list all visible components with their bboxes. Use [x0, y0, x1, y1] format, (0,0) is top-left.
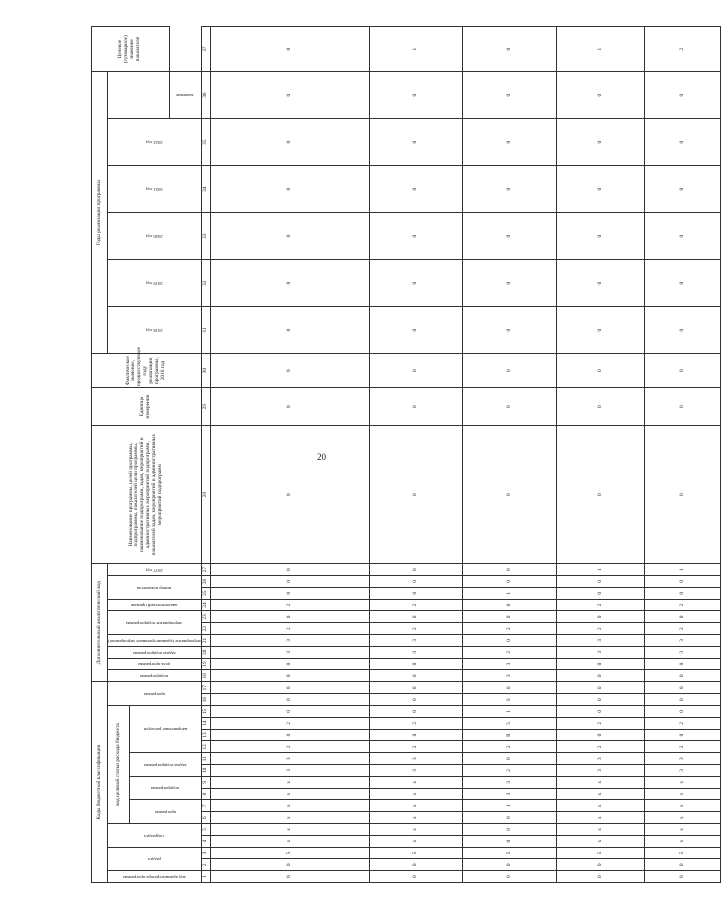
code-cell: 0 [210, 658, 369, 670]
code-cell: 0 [557, 670, 645, 682]
code-cell: 0 [557, 388, 645, 426]
year-header-2017-text: 2017 год [145, 567, 163, 573]
code-cell: 0 [557, 859, 645, 871]
code-cell: 0 [210, 388, 369, 426]
year-header-2022 [108, 119, 202, 166]
column-number: 18 [201, 670, 210, 682]
code-cell: 0 [369, 354, 463, 388]
document-sheet [91, 35, 685, 883]
column-number: 10 [201, 765, 210, 777]
code-cell: 2 [645, 599, 721, 611]
code-cell: 0 [463, 213, 557, 260]
code-cell: 0 [463, 27, 557, 72]
code-cell: 0 [557, 658, 645, 670]
task-subprogram-header-text: задача подпрограммы [143, 762, 187, 768]
code-cell: 2 [463, 623, 557, 635]
column-number: 19 [201, 658, 210, 670]
code-cell: 2 [645, 717, 721, 729]
code-cell: 0 [645, 166, 721, 213]
unit-header: Единица измерения [92, 388, 202, 426]
code-cell: 0 [369, 426, 463, 564]
code-cell: 0 [369, 72, 463, 119]
column-number: 6 [201, 812, 210, 824]
code-cell: x [210, 824, 369, 836]
year-header-2020-text: 2020 год [145, 234, 163, 240]
code-cell: 3 [645, 753, 721, 765]
code-cell: 3 [463, 670, 557, 682]
column-number: 20 [201, 646, 210, 658]
code-cell: 0 [463, 682, 557, 694]
admin-code-header [108, 871, 202, 883]
code-cell: x [645, 788, 721, 800]
total-value-header-text: значение [176, 93, 194, 99]
code-cell: 0 [369, 307, 463, 354]
razdel-header-text: раздел [147, 857, 161, 863]
code-cell: 0 [210, 670, 369, 682]
code-cell: 0 [369, 166, 463, 213]
code-cell: 2 [645, 623, 721, 635]
code-cell: 0 [463, 260, 557, 307]
code-cell: 2 [210, 599, 369, 611]
subprogram-header [130, 776, 202, 800]
code-cell: 0 [210, 611, 369, 623]
code-cell: 0 [463, 166, 557, 213]
code-cell: 5 [645, 847, 721, 859]
code-cell: 0 [463, 426, 557, 564]
column-number: 12 [201, 741, 210, 753]
code-cell: 0 [463, 859, 557, 871]
d-event-admin-header-text: мероприятие (административное мероприятие) [108, 638, 201, 644]
code-cell: 5 [369, 847, 463, 859]
d-event-subprogram-header [108, 611, 202, 635]
code-cell: 1 [557, 564, 645, 576]
code-cell: x [557, 776, 645, 788]
code-cell: 0 [210, 682, 369, 694]
program-header [130, 800, 202, 824]
code-cell: 0 [557, 72, 645, 119]
code-cell: 0 [557, 354, 645, 388]
code-cell: x [210, 812, 369, 824]
code-cell: 2 [210, 623, 369, 635]
code-cell: 5 [557, 847, 645, 859]
code-cell: 0 [645, 706, 721, 718]
target-article-header: код целевой статьи расхода бюджета [108, 706, 130, 824]
column-number: 27 [201, 564, 210, 576]
column-number: 13 [201, 729, 210, 741]
code-cell: 1 [463, 800, 557, 812]
code-cell: 2 [557, 741, 645, 753]
code-cell: 0 [645, 72, 721, 119]
code-cell: x [645, 835, 721, 847]
code-cell: 0 [210, 213, 369, 260]
year-header-2021-text: 2021 год [145, 187, 163, 193]
code-cell: x [645, 800, 721, 812]
code-cell: 3 [369, 646, 463, 658]
code-cell: 0 [463, 72, 557, 119]
code-cell: 2 [463, 646, 557, 658]
code-cell: 3 [557, 753, 645, 765]
column-number: 5 [201, 824, 210, 836]
code-cell: 0 [557, 260, 645, 307]
column-number: 23 [201, 611, 210, 623]
code-cell: 3 [557, 646, 645, 658]
code-cell: 2 [463, 741, 557, 753]
years-group-header: Годы реализации программы [92, 72, 108, 354]
code-cell: 0 [557, 587, 645, 599]
code-cell: x [369, 788, 463, 800]
column-number: 37 [201, 27, 210, 72]
column-number: 32 [201, 260, 210, 307]
fact-header: Фактическое значение, предшествующее году реализации программы, 2016 год [92, 354, 202, 388]
year-header-2021 [108, 166, 202, 213]
code-cell: 0 [369, 706, 463, 718]
code-cell: 0 [210, 354, 369, 388]
code-cell: 2 [557, 623, 645, 635]
code-cell: 0 [210, 72, 369, 119]
code-cell: 3 [210, 646, 369, 658]
column-number: 21 [201, 635, 210, 647]
admin-code-header-text: код администратора программы [123, 874, 186, 880]
year-header-2019 [108, 260, 202, 307]
code-cell: 2 [210, 717, 369, 729]
code-cell: 0 [210, 119, 369, 166]
column-number: 29 [201, 388, 210, 426]
column-number: 35 [201, 119, 210, 166]
code-cell: 0 [463, 753, 557, 765]
year-header-2020 [108, 213, 202, 260]
code-cell: 2 [369, 623, 463, 635]
code-cell: 3 [210, 753, 369, 765]
code-cell: 0 [645, 859, 721, 871]
code-cell: x [557, 824, 645, 836]
code-cell: 5 [210, 847, 369, 859]
code-cell: x [369, 812, 463, 824]
d-analytic-sign-header-text: аналитический признак [131, 603, 178, 609]
code-cell: 2 [463, 765, 557, 777]
code-cell: 0 [463, 812, 557, 824]
code-cell: 0 [645, 307, 721, 354]
code-cell: 0 [369, 611, 463, 623]
code-cell: 5 [463, 847, 557, 859]
code-cell: 0 [557, 119, 645, 166]
additional-code-header: Дополнительный аналитический код [92, 564, 108, 682]
column-number: 22 [201, 623, 210, 635]
code-cell: x [210, 776, 369, 788]
code-cell: 0 [369, 658, 463, 670]
code-cell: 0 [645, 354, 721, 388]
code-cell: x [645, 812, 721, 824]
code-cell: 0 [210, 729, 369, 741]
code-cell: 3 [645, 765, 721, 777]
code-cell: 0 [210, 27, 369, 72]
code-cell: 2 [369, 717, 463, 729]
table-row [645, 27, 721, 883]
d-subprogram-header-text: подпрограмма [140, 674, 169, 680]
code-cell: 0 [645, 670, 721, 682]
code-cell: 0 [463, 388, 557, 426]
code-cell: 0 [369, 694, 463, 706]
code-cell: 0 [210, 564, 369, 576]
kbk-header: Коды бюджетной классификации [92, 682, 108, 883]
code-cell: 0 [369, 587, 463, 599]
column-number: 2 [201, 859, 210, 871]
code-cell: 0 [645, 658, 721, 670]
code-cell: x [557, 788, 645, 800]
column-number: 24 [201, 599, 210, 611]
year-header-2018 [108, 307, 202, 354]
column-number: 3 [201, 847, 210, 859]
column-number: 30 [201, 354, 210, 388]
code-cell: 0 [369, 670, 463, 682]
d-program-header [108, 682, 202, 706]
code-cell: 0 [463, 307, 557, 354]
code-cell: 0 [369, 729, 463, 741]
d-event-admin-header [108, 635, 202, 647]
code-cell: 0 [463, 835, 557, 847]
code-cell: 0 [210, 694, 369, 706]
code-cell: 2 [369, 741, 463, 753]
code-cell: R [463, 729, 557, 741]
code-cell: 0 [463, 871, 557, 883]
code-cell: 3 [557, 635, 645, 647]
code-cell: 0 [645, 682, 721, 694]
column-number: 14 [201, 717, 210, 729]
code-cell: 2 [369, 599, 463, 611]
code-cell: 0 [463, 599, 557, 611]
code-cell: 2 [557, 599, 645, 611]
code-cell: 0 [557, 694, 645, 706]
code-cell: 0 [645, 388, 721, 426]
column-number: 28 [201, 426, 210, 564]
code-cell: 0 [645, 587, 721, 599]
code-cell: x [369, 800, 463, 812]
column-number: 4 [201, 835, 210, 847]
table-row [369, 27, 463, 883]
total-value-header [169, 72, 201, 119]
d-task-header [108, 646, 202, 658]
code-cell: 0 [210, 576, 369, 588]
d-number-header [108, 576, 202, 600]
d-number-header-text: номер показателя [137, 585, 172, 591]
code-cell: 0 [369, 213, 463, 260]
table-row [210, 27, 369, 883]
code-cell: 0 [557, 611, 645, 623]
code-cell: x [210, 835, 369, 847]
code-cell: 0 [645, 119, 721, 166]
code-cell: 0 [645, 213, 721, 260]
code-cell: 0 [557, 871, 645, 883]
code-cell: 2 [645, 741, 721, 753]
d-task-header-text: задача подпрограммы [132, 650, 176, 656]
code-cell: 0 [369, 871, 463, 883]
column-number: 8 [201, 788, 210, 800]
code-cell: 1 [463, 587, 557, 599]
code-cell: 0 [645, 576, 721, 588]
d-analytic-sign-header [108, 599, 202, 611]
year-header-2018-text: 2018 год [145, 328, 163, 334]
code-cell: 0 [369, 260, 463, 307]
expense-direction-header-text: направление расходов [143, 727, 187, 733]
column-number: 9 [201, 776, 210, 788]
table-row [463, 27, 557, 883]
column-number: 1 [201, 871, 210, 883]
podrazdel-header [108, 824, 202, 848]
code-cell: 0 [463, 635, 557, 647]
expense-direction-header [130, 706, 202, 753]
code-cell: 3 [369, 765, 463, 777]
name-header: Наименование программы, целей программы, подпрограммы, показателей цели программы, наименование подпрограмм, задач, мероприятий и административных мероприятий подпрограмм, показателей задач, мероприятий и административных мероприятий подпрограмм [92, 426, 202, 564]
code-cell: 9 [463, 694, 557, 706]
total-header: Целевое (суммарное) значение показателя [92, 27, 170, 72]
table-row [557, 27, 645, 883]
code-cell: x [369, 835, 463, 847]
code-cell: 0 [557, 426, 645, 564]
code-cell: x [210, 788, 369, 800]
code-cell: 3 [463, 776, 557, 788]
code-cell: 1 [369, 27, 463, 72]
code-cell: 3 [463, 788, 557, 800]
code-cell: 0 [645, 694, 721, 706]
d-goal-header-text: цель программы [138, 662, 171, 668]
d-goal-header [108, 658, 202, 670]
code-cell: 0 [210, 706, 369, 718]
code-cell: 0 [369, 119, 463, 166]
code-cell: 0 [645, 260, 721, 307]
code-cell: 3 [557, 765, 645, 777]
code-cell: 0 [645, 729, 721, 741]
code-cell: 0 [210, 260, 369, 307]
code-cell: 5 [463, 717, 557, 729]
page-number: 20 [317, 452, 326, 462]
year-header-2019-text: 2019 год [145, 281, 163, 287]
code-cell: 0 [369, 564, 463, 576]
code-cell: 3 [210, 765, 369, 777]
code-cell: x [369, 824, 463, 836]
code-cell: 1 [645, 564, 721, 576]
code-cell: 0 [557, 729, 645, 741]
code-cell: 0 [463, 119, 557, 166]
code-cell: x [645, 824, 721, 836]
code-cell: x [557, 800, 645, 812]
code-cell: 0 [369, 388, 463, 426]
code-cell: 1 [463, 706, 557, 718]
code-cell: 0 [645, 426, 721, 564]
code-cell: 0 [210, 307, 369, 354]
code-cell: 3 [645, 635, 721, 647]
d-subprogram-header [108, 670, 202, 682]
code-cell: x [557, 835, 645, 847]
code-cell: 0 [557, 706, 645, 718]
code-cell: 1 [557, 27, 645, 72]
column-number: 26 [201, 576, 210, 588]
code-cell: 0 [557, 682, 645, 694]
d-event-subprogram-header-text: мероприятие подпрограммы [126, 621, 183, 627]
code-cell: 0 [463, 611, 557, 623]
year-header-2017 [108, 564, 202, 576]
code-cell: 0 [369, 576, 463, 588]
d-program-header-text: программа [143, 691, 165, 697]
code-cell: 0 [557, 576, 645, 588]
column-number: 15 [201, 706, 210, 718]
code-cell: x [557, 812, 645, 824]
code-cell: 0 [210, 587, 369, 599]
code-cell: 3 [645, 646, 721, 658]
column-number: 36 [201, 72, 210, 119]
code-cell: 0 [645, 611, 721, 623]
column-number: 25 [201, 587, 210, 599]
program-table [91, 26, 721, 883]
code-cell: 0 [557, 307, 645, 354]
code-cell: 0 [463, 576, 557, 588]
code-cell: 3 [210, 635, 369, 647]
code-cell: x [210, 800, 369, 812]
code-cell: 0 [210, 871, 369, 883]
column-number: 17 [201, 682, 210, 694]
column-number: 11 [201, 753, 210, 765]
column-number: 34 [201, 166, 210, 213]
code-cell: 0 [463, 354, 557, 388]
code-cell: 0 [210, 166, 369, 213]
code-cell: 0 [557, 213, 645, 260]
code-cell: 2 [557, 717, 645, 729]
code-cell: 0 [210, 426, 369, 564]
code-cell: 0 [210, 859, 369, 871]
year-header-2022-text: 2022 год [145, 140, 163, 146]
code-cell: 3 [369, 753, 463, 765]
code-cell: 0 [369, 682, 463, 694]
column-number: 31 [201, 307, 210, 354]
code-cell: 0 [369, 859, 463, 871]
column-number: 33 [201, 213, 210, 260]
podrazdel-header-text: подраздел [144, 833, 165, 839]
code-cell: 3 [463, 658, 557, 670]
code-cell: 8 [463, 824, 557, 836]
program-header-text: программа [154, 810, 176, 816]
code-cell: 0 [645, 871, 721, 883]
code-cell: 3 [369, 635, 463, 647]
code-cell: 0 [557, 166, 645, 213]
code-cell: x [369, 776, 463, 788]
code-cell: 2 [645, 27, 721, 72]
code-cell: x [645, 776, 721, 788]
column-number: 7 [201, 800, 210, 812]
code-cell: 2 [210, 741, 369, 753]
razdel-header [108, 847, 202, 871]
task-subprogram-header [130, 753, 202, 777]
code-cell: 0 [463, 564, 557, 576]
column-number: 16 [201, 694, 210, 706]
subprogram-header-text: подпрограмма [151, 786, 180, 792]
